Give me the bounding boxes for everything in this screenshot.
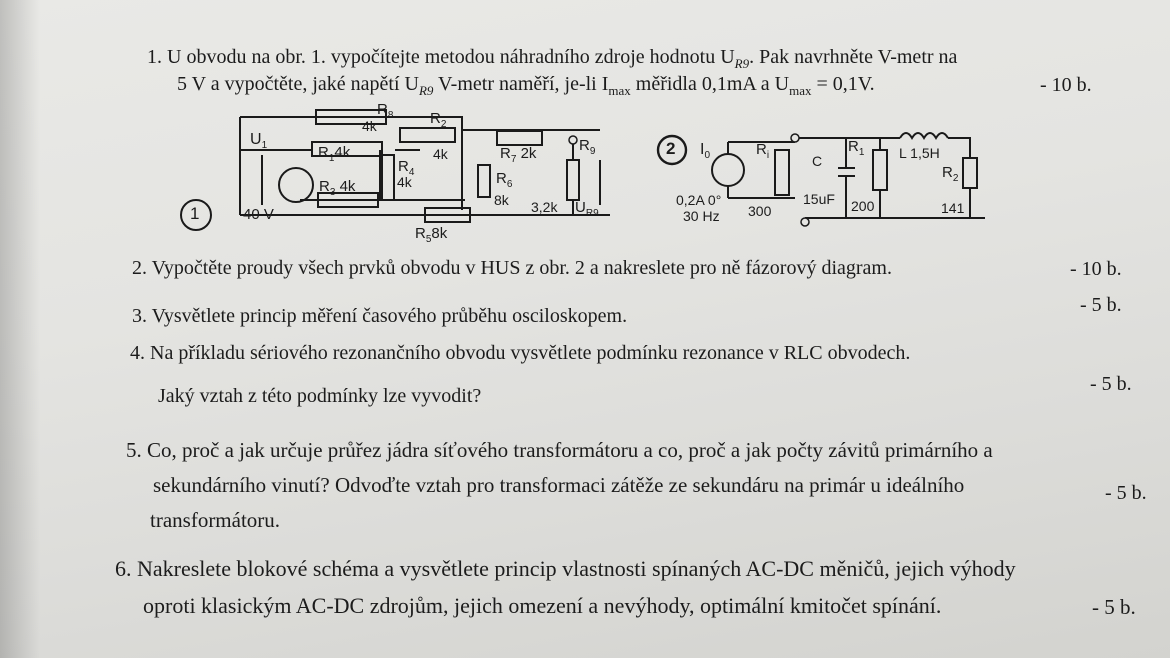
fig1-r2 [400, 128, 455, 142]
fig1-r7-label: $R_7$ 2k [500, 145, 537, 165]
question-1-line-1: 1. U obvodu na obr. 1. vypočítejte metodou náhradního zdroje hodnotu $U_{R9}$. Pak navrhněte V-metr na [147, 46, 958, 71]
fig1-r8-label: $R_8$ [377, 101, 394, 121]
fig2-r2-value: 141 [941, 200, 965, 216]
question-5-line-2: sekundárního vinutí? Odvoďte vztah pro transformaci zátěže ze sekundáru na primár u ideálního [153, 473, 965, 497]
fig1-r8-value: 4k [362, 118, 377, 134]
question-3-text: 3. Vysvětlete princip měření časového průběhu osciloskopem. [132, 305, 628, 327]
fig2-r1-value: 200 [851, 198, 875, 214]
fig2-r1-label: $R_1$ [848, 138, 865, 158]
fig1-r1-label: $R_14k$ [318, 144, 351, 164]
question-5-points: - 5 b. [1105, 482, 1147, 504]
question-5-line-1: 5. Co, proč a jak určuje průřez jádra síťového transformátoru a co, proč a jak počty závitů primárního a [126, 438, 993, 462]
fig1-r2-value: 4k [433, 146, 448, 162]
fig2-r2 [963, 158, 977, 188]
fig2-source-frequency: 30 Hz [683, 208, 720, 224]
question-5-line-3: transformátoru. [150, 508, 281, 532]
fig1-r9-value: 3,2k [531, 199, 558, 215]
fig1-voltage-label: 40 V [243, 206, 274, 223]
fig1-r4-label: $R_4$ [398, 158, 415, 178]
fig1-r6-label: $R_6$ [496, 170, 513, 190]
fig2-capacitor [838, 168, 855, 176]
question-4-line-1: 4. Na příkladu sériového rezonančního obvodu vysvětlete podmínku rezonance v RLC obvodech. [130, 342, 911, 364]
question-6-line-2: oproti klasickým AC-DC zdrojům, jejich omezení a nevýhody, optimální kmitočet spínání. [143, 593, 942, 618]
fig1-u1-label: $U_1$ [250, 131, 268, 152]
fig1-r6-value: 8k [494, 192, 509, 208]
fig1-r6 [478, 165, 490, 197]
fig2-source-value: 0,2A 0° [676, 192, 722, 208]
question-3-points: - 5 b. [1080, 294, 1122, 316]
fig2-r1 [873, 150, 887, 190]
fig2-l-label: L 1,5H [899, 145, 940, 161]
fig2-c-label: C [812, 153, 823, 169]
fig2-ri-label: $R_i$ [756, 141, 770, 161]
fig1-r3-label: $R_3$ 4k [319, 178, 356, 198]
fig2-current-source [712, 154, 744, 186]
fig1-r7 [497, 131, 542, 145]
fig2-c-value: 15uF [803, 191, 835, 207]
question-4-line-2: Jaký vztah z této podmínky lze vyvodit? [158, 385, 482, 407]
question-6-line-1: 6. Nakreslete blokové schéma a vysvětlete princip vlastnosti spínaných AC-DC měničů, jejich výhody [115, 556, 1016, 581]
question-1-line-2: 5 V a vypočtěte, jaké napětí $U_{R9}$ V-metr naměří, je-li $I_{max}$ měřidla 0,1mA a $U_{max} = 0,1V$. [177, 73, 875, 98]
fig1-r4 [382, 155, 394, 200]
question-4-points: - 5 b. [1090, 373, 1132, 395]
question-1-points: - 10 b. [1040, 74, 1092, 96]
fig2-number: 2 [666, 139, 676, 158]
fig2-inductor [900, 133, 948, 138]
fig2-ri-value: 300 [748, 203, 772, 219]
question-6-points: - 5 b. [1092, 595, 1136, 619]
fig1-r9-label: $R_9$ [579, 137, 596, 157]
fig1-r2-label: $R_2$ [430, 110, 447, 130]
fig1-number: 1 [190, 204, 200, 223]
fig1-r4-value: 4k [397, 174, 412, 190]
question-2-points: - 10 b. [1070, 258, 1122, 280]
fig2-i0-label: $I_0$ [700, 141, 711, 162]
fig2-ri [775, 150, 789, 195]
fig1-voltage-source [279, 168, 313, 202]
fig1-ur9-label: $U_{R9}$ [575, 199, 599, 219]
fig1-r9 [567, 160, 579, 200]
fig1-r5-label: $R_58k$ [415, 225, 448, 245]
question-2-text: 2. Vypočtěte proudy všech prvků obvodu v HUS z obr. 2 a nakreslete pro ně fázorový diagram. [132, 257, 892, 279]
fig2-r2-label: $R_2$ [942, 164, 959, 184]
